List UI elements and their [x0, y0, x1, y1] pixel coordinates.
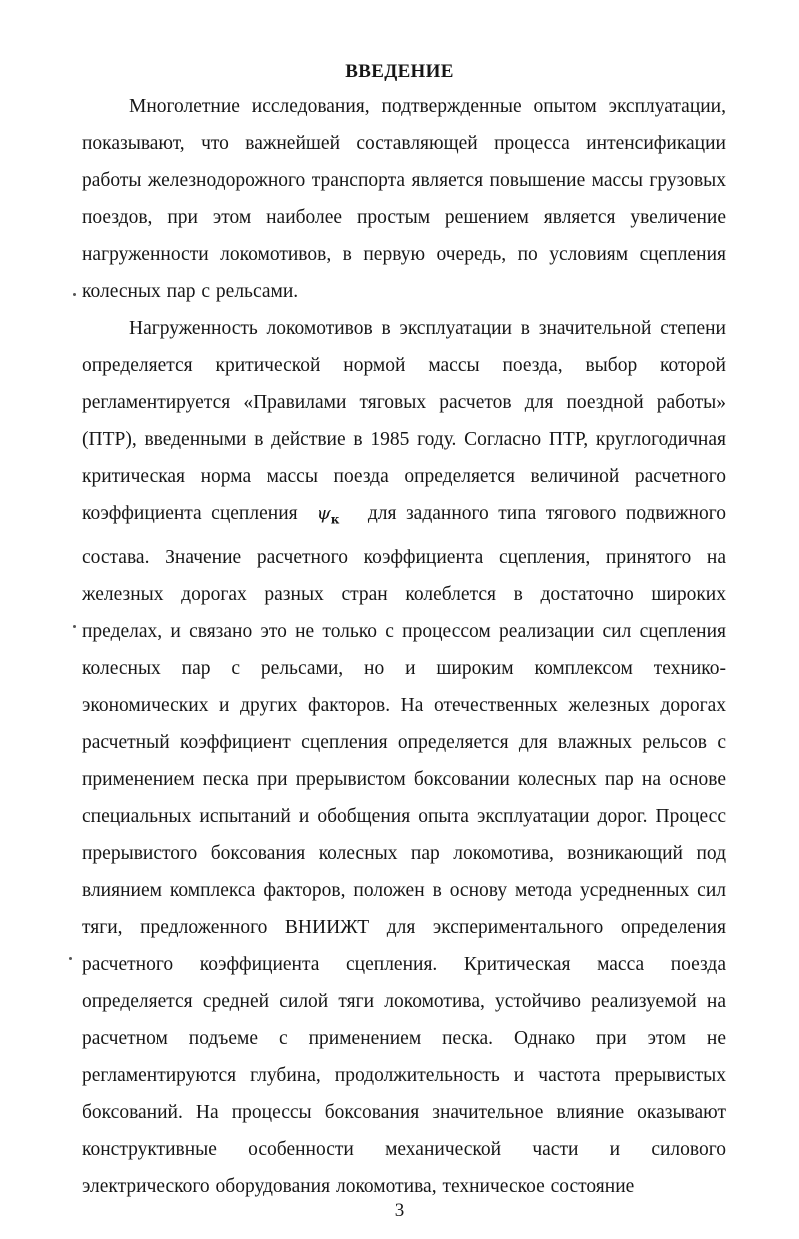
paragraph-2 — [82, 310, 726, 1205]
body-text — [82, 88, 726, 1205]
psi-symbol: ψ — [316, 503, 331, 524]
scan-speck — [73, 625, 76, 628]
section-title: ВВЕДЕНИЕ — [345, 61, 454, 82]
paragraph-2-text-start: Нагруженность локомотивов в эксплуатации в значительной степени определяется критической нормой массы поезда, выбор которой регламентируется «Правилами тяговых расчетов для поездной работы» (ПТР), введенными в действие в 1985 году. Согласно ПТР, круглогодичная критическая норма массы поезда определяется величиной расчетного коэффициента сцепления — [82, 318, 726, 524]
scan-speck — [73, 293, 76, 296]
paragraph-2-text-end: для заданного типа тягового подвижного состава. Значение расчетного коэффициента сцепления, принятого на железных дорогах разных стран колеблется в достаточно широких пределах, и связано это не только с процессом реализации сил сцепления колесных пар с рельсами, но и широким комплексом технико-экономических и других факторов. На отечественных железных дорогах расчетный коэффициент сцепления определяется для влажных рельсов с применением песка при прерывистом боксовании колесных пар на основе специальных испытаний и обобщения опыта эксплуатации дорог. Процесс прерывистого боксования колесных пар локомотива, возникающий под влиянием комплекса факторов, положен в основу метода усредненных сил тяги, предложенного ВНИИЖТ для экспериментального определения расчетного коэффициента сцепления. Критическая масса поезда определяется средней силой тяги локомотива, устойчиво реализуемой на расчетном подъеме с применением песка. Однако при этом не регламентируются глубина, продолжительность и частота прерывистых боксований. На процессы боксования значительное влияние оказывают конструктивные особенности механической части и силового электрического оборудования локомотива, техническое состояние — [82, 503, 727, 1197]
page-number: 3 — [394, 1200, 405, 1221]
psi-k-symbol — [316, 503, 340, 527]
scan-speck — [69, 957, 72, 960]
paragraph-1: Многолетние исследования, подтвержденные опытом эксплуатации, показывают, что важнейшей составляющей процесса интенсификации работы железнодорожного транспорта является повышение массы грузовых поездов, при этом наиболее простым решением является увеличение нагруженности локомотивов, в первую очередь, по условиям сцепления колесных пар с рельсами. — [82, 96, 726, 302]
psi-subscript: к — [330, 512, 340, 527]
